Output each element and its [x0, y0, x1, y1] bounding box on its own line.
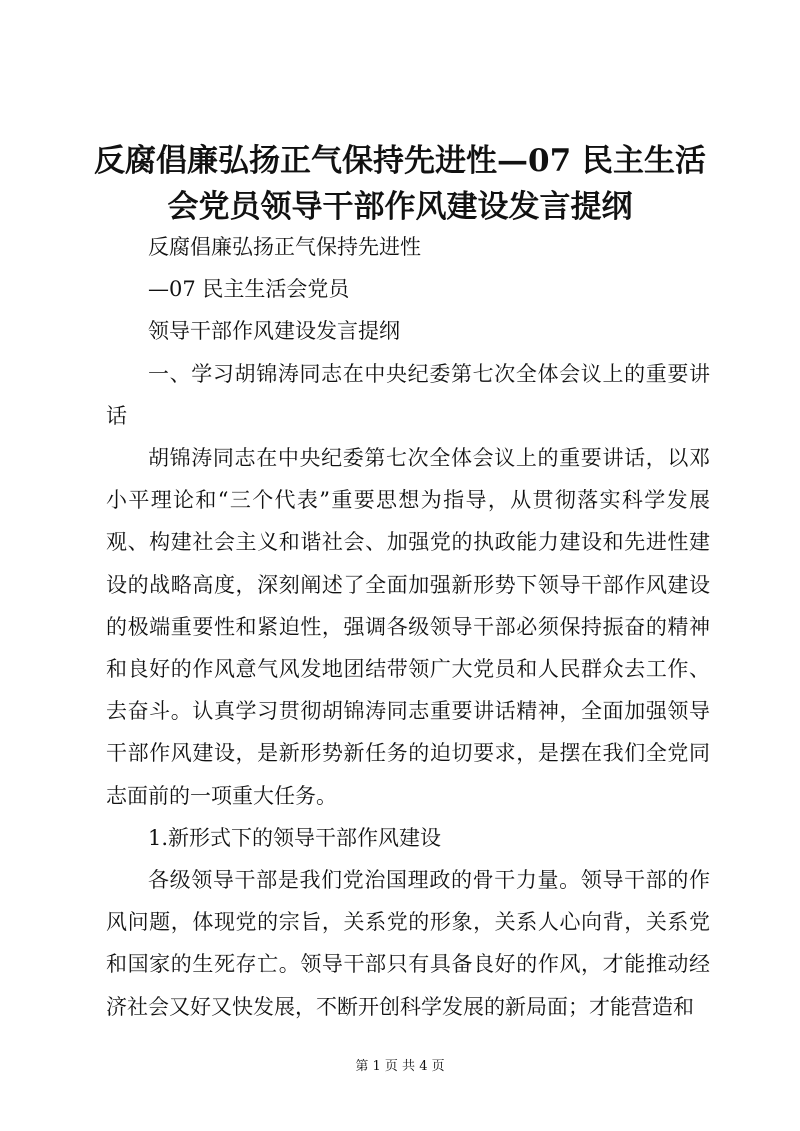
- document-title: [60, 138, 740, 230]
- paragraph-3: 领导干部作风建设发言提纲: [148, 319, 400, 344]
- title-line-2: 会党员领导干部作风建设发言提纲: [167, 189, 633, 225]
- paragraph-2: —07 民主生活会党员: [148, 277, 350, 302]
- paragraph-5: 胡锦涛同志在中央纪委第七次全体会议上的重要讲话，以邓小平理论和“三个代表”重要思想为指导，从贯彻落实科学发展观、构建社会主义和谐社会、加强党的执政能力建设和先进性建设的战略高度，深刻阐述了全面加强新形势下领导干部作风建设的极端重要性和紧迫性，强调各级领导干部必须保持振奋的精神和良好的作风意气风发地团结带领广大党员和人民群众去工作、去奋斗。认真学习贯彻胡锦涛同志重要讲话精神，全面加强领导干部作风建设，是新形势新任务的迫切要求，是摆在我们全党同志面前的一项重大任务。: [106, 446, 710, 808]
- paragraph-7: 各级领导干部是我们党治国理政的骨干力量。领导干部的作风问题，体现党的宗旨，关系党的形象，关系人心向背，关系党和国家的生死存亡。领导干部只有具备良好的作风，才能推动经济社会又好又快发展，不断开创科学发展的新局面；才能营造和: [106, 868, 710, 1019]
- title-line-1: 反腐倡廉弘扬正气保持先进性—07 民主生活: [94, 143, 706, 179]
- section-heading-1: 一、学习胡锦涛同志在中央纪委第七次全体会议上的重要讲话: [106, 361, 710, 428]
- document-body: [106, 226, 710, 1028]
- subsection-heading-1: 1.新形式下的领导干部作风建设: [148, 825, 442, 850]
- paragraph-1: 反腐倡廉弘扬正气保持先进性: [148, 235, 421, 259]
- page-footer: 第 1 页 共 4 页: [355, 1059, 445, 1074]
